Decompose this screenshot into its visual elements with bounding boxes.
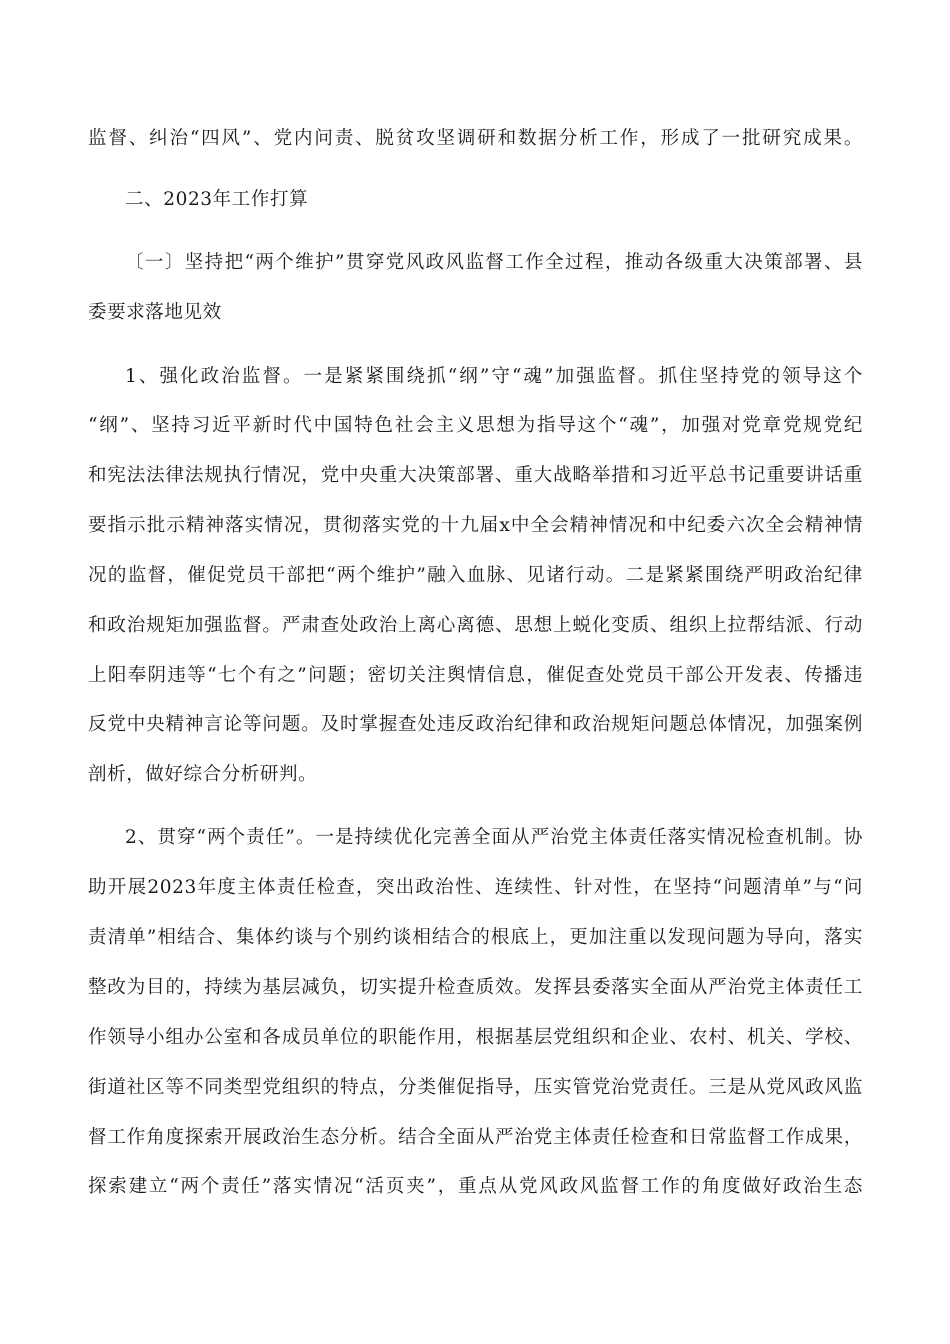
text-line: 2、贯穿“两个责任”。一是持续优化完善全面从严治党主体责任落实情况检查机制。协 xyxy=(125,827,863,848)
text-line: 街道社区等不同类型党组织的特点，分类催促指导，压实管党治党责任。三是从党风政风监 xyxy=(88,1077,863,1098)
text-line: 探索建立“两个责任”落实情况“活页夹”，重点从党风政风监督工作的角度做好政治生态 xyxy=(88,1176,863,1197)
text-line: 上阳奉阴违等“七个有之”问题；密切关注舆情信息，催促查处党员干部公开发表、传播违 xyxy=(88,665,863,686)
text-line: 况的监督，催促党员干部把“两个维护”融入血脉、见诸行动。二是紧紧围绕严明政治纪律 xyxy=(88,565,863,586)
text-line: 监督、纠治“四风”、党内问责、脱贫攻坚调研和数据分析工作，形成了一批研究成果。 xyxy=(88,128,863,149)
text-line: 责清单”相结合、集体约谈与个别约谈相结合的根底上，更加注重以发现问题为导向，落实 xyxy=(88,927,863,948)
text-line: 剖析，做好综合分析研判。 xyxy=(88,764,318,785)
text-line: “纲”、坚持习近平新时代中国特色社会主义思想为指导这个“魂”，加强对党章党规党纪 xyxy=(88,415,863,436)
subsection-heading: 〔一〕坚持把“两个维护”贯穿党风政风监督工作全过程，推动各级重大决策部署、县 xyxy=(125,252,863,273)
text-line: 反党中央精神言论等问题。及时掌握查处违反政治纪律和政治规矩问题总体情况，加强案例 xyxy=(88,714,863,735)
text-line: 整改为目的，持续为基层减负，切实提升检查质效。发挥县委落实全面从严治党主体责任工 xyxy=(88,977,863,998)
text-line: 1、强化政治监督。一是紧紧围绕抓“纲”守“魂”加强监督。抓住坚持党的领导这个 xyxy=(125,366,863,387)
text-line: 和宪法法律法规执行情况，党中央重大决策部署、重大战略举措和习近平总书记重要讲话重 xyxy=(88,465,863,486)
text-line: 作领导小组办公室和各成员单位的职能作用，根据基层党组织和企业、农村、机关、学校、 xyxy=(88,1027,863,1048)
section-heading: 二、2023年工作打算 xyxy=(125,189,309,210)
text-line: 督工作角度探索开展政治生态分析。结合全面从严治党主体责任检查和日常监督工作成果， xyxy=(88,1127,863,1148)
text-line: 助开展2023年度主体责任检查，突出政治性、连续性、针对性，在坚持“问题清单”与“问 xyxy=(88,877,863,898)
text-line: 要指示批示精神落实情况，贯彻落实党的十九届x中全会精神情况和中纪委六次全会精神情 xyxy=(88,515,863,536)
subsection-heading: 委要求落地见效 xyxy=(88,302,222,323)
text-line: 和政治规矩加强监督。严肃查处政治上离心离德、思想上蜕化变质、组织上拉帮结派、行动 xyxy=(88,615,863,636)
